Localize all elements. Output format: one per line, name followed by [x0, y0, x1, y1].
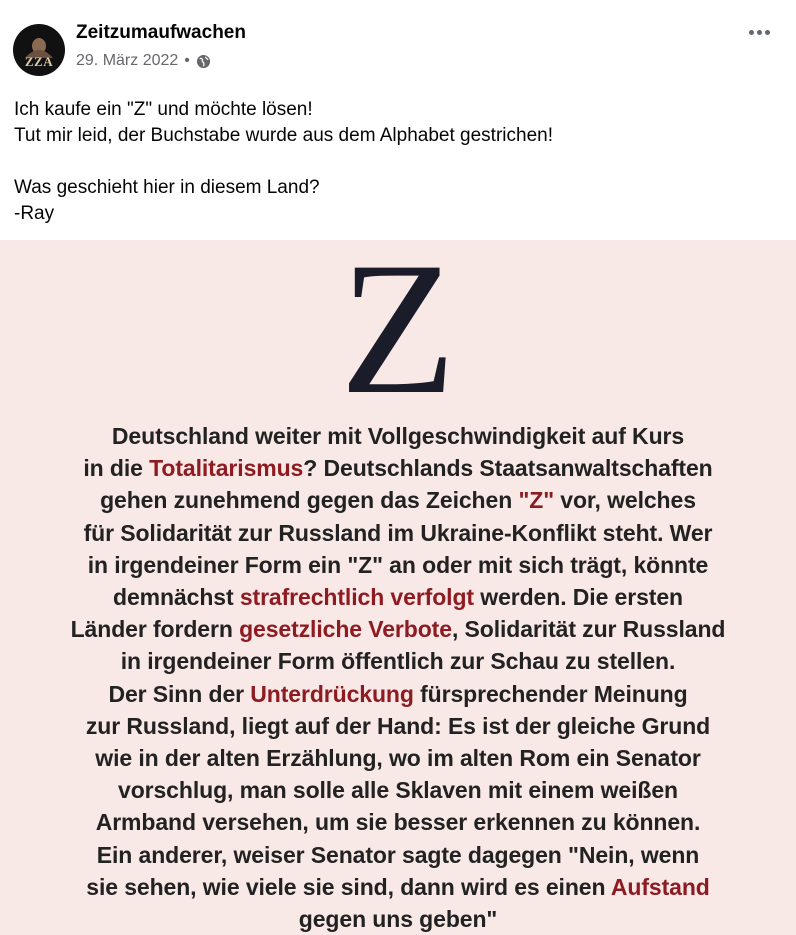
image-text-line [10, 742, 786, 774]
image-text-line [10, 549, 786, 581]
page-name-link[interactable]: Zeitzumaufwachen [76, 22, 246, 43]
image-text-line [10, 645, 786, 677]
image-text-line [10, 452, 786, 484]
avatar[interactable] [13, 24, 65, 76]
text-segment: vor, welches [554, 487, 696, 514]
text-segment: Länder fordern [70, 616, 240, 643]
highlighted-text: gesetzliche Verbote [239, 616, 452, 643]
text-segment: in die [83, 455, 150, 482]
post-meta [76, 52, 211, 70]
avatar-label: ZZA [24, 54, 54, 69]
post-text [14, 97, 774, 227]
text-segment: wie in der alten Erzählung, wo im alten Rom ein Senator [95, 745, 701, 772]
image-text-line [10, 420, 786, 452]
post-text-line: Ich kaufe ein "Z" und möchte lösen! [14, 99, 313, 120]
post-image[interactable] [0, 224, 796, 935]
image-text-line [10, 613, 786, 645]
post-header [0, 0, 796, 90]
post-text-line [14, 149, 774, 175]
image-text-line [10, 774, 786, 806]
highlighted-text: strafrechtlich verfolgt [239, 584, 474, 611]
more-dot-icon [765, 30, 770, 35]
big-z-letter: Z [339, 224, 457, 434]
text-segment: gehen zunehmend gegen das Zeichen [100, 487, 519, 514]
text-segment: in irgendeiner Form ein "Z" an oder mit sich trägt, könnte [87, 551, 709, 578]
meta-separator: • [184, 52, 190, 69]
text-segment: Ein anderer, weiser Senator sagte dagegen "Nein, wenn [96, 841, 700, 868]
highlighted-text: Totalitarismus [149, 455, 304, 482]
image-text-line [10, 581, 786, 613]
text-segment: gegen uns geben" [298, 906, 498, 933]
text-segment: sie sehen, wie viele sie sind, dann wird es einen [86, 873, 611, 900]
text-segment: werden. Die ersten [473, 584, 683, 611]
text-segment: Der Sinn der [108, 680, 251, 707]
post-text-line: -Ray [14, 203, 55, 224]
highlighted-text: Aufstand [610, 873, 710, 900]
text-segment: demnächst [113, 584, 240, 611]
highlighted-text: "Z" [518, 487, 554, 514]
post-date-link[interactable]: 29. März 2022 [76, 52, 179, 69]
text-segment: für Solidarität zur Russland im Ukraine-Konflikt steht. Wer [83, 519, 713, 546]
more-dot-icon [749, 30, 754, 35]
text-segment: fürsprechender Meinung [413, 680, 688, 707]
image-text-line [10, 806, 786, 838]
text-segment: Armband versehen, um sie besser erkennen zu können. [95, 809, 701, 836]
globe-icon[interactable] [196, 54, 211, 69]
text-segment: ? Deutschlands Staatsanwaltschaften [303, 455, 713, 482]
post-text-line: Tut mir leid, der Buchstabe wurde aus dem Alphabet gestrichen! [14, 125, 553, 146]
text-segment: , Solidarität zur Russland [451, 616, 726, 643]
image-text-line [10, 871, 786, 903]
text-segment: Deutschland weiter mit Vollgeschwindigkeit auf Kurs [111, 423, 685, 449]
image-text-line [10, 678, 786, 710]
text-segment: vorschlug, man solle alle Sklaven mit einem weißen [118, 777, 678, 804]
highlighted-text: Unterdrückung [250, 680, 414, 707]
text-segment: in irgendeiner Form öffentlich zur Schau zu stellen. [120, 648, 676, 675]
image-text-line [10, 839, 786, 871]
text-segment: zur Russland, liegt auf der Hand: Es ist der gleiche Grund [85, 712, 711, 739]
image-text-line [10, 484, 786, 516]
more-dot-icon [757, 30, 762, 35]
post-text-line: Was geschieht hier in diesem Land? [14, 177, 320, 198]
image-text [10, 420, 786, 935]
more-options-button[interactable] [746, 22, 772, 42]
image-text-line [10, 903, 786, 935]
image-text-line [10, 517, 786, 549]
image-text-line [10, 710, 786, 742]
